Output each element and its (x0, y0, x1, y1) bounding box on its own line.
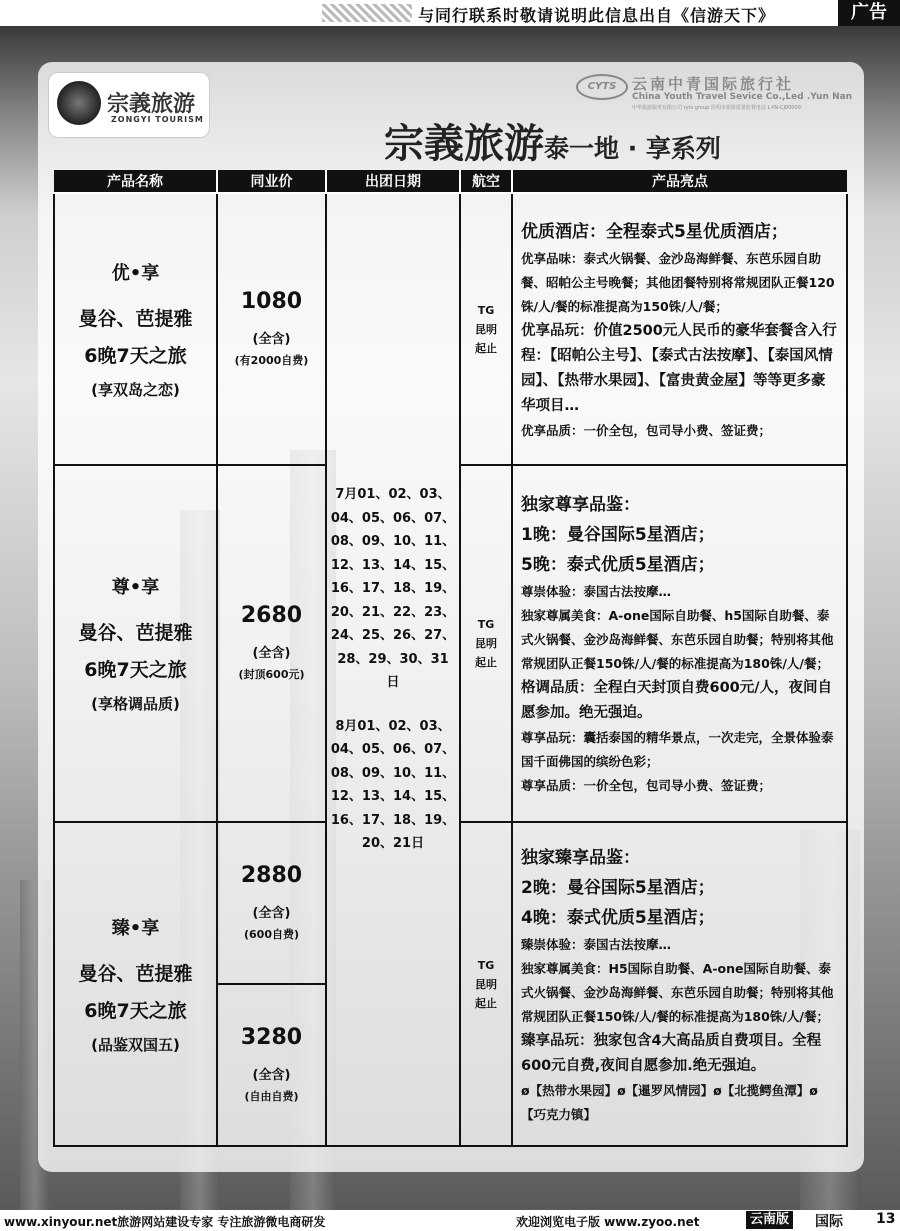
agency-name-cn: 云南中青国际旅行社 (632, 75, 795, 93)
date-line: 04、05、06、07、 (330, 510, 456, 526)
price-value: 1080 (240, 288, 303, 314)
page-number: 13 (876, 1211, 896, 1227)
airline-note: 起止 (475, 341, 497, 355)
company-logo (48, 72, 210, 138)
banner-message: 与同行联系时敬请说明此信息出自《信游天下》 (418, 6, 776, 25)
price-inclusion: (全含) (252, 1067, 291, 1083)
date-line: 20、21日 (361, 836, 425, 852)
airline-code: TG (477, 303, 495, 317)
date-line: 7月01、02、03、 (335, 487, 451, 503)
section-label: 国际 (815, 1214, 843, 1230)
title-series: 泰一地 · 享系列 (544, 134, 721, 163)
page-footer (0, 1210, 900, 1230)
price-note: (有2000自费) (234, 353, 309, 367)
checker-pattern (322, 4, 412, 22)
product-route: 曼谷、芭提雅 (78, 622, 193, 644)
price-inclusion: (全含) (252, 646, 291, 661)
product-subtitle: (享双岛之恋) (91, 380, 180, 399)
product-duration: 6晚7天之旅 (84, 999, 187, 1022)
highlight-line: 独家尊属美食：A-one国际自助餐、h5国际自助餐、泰式火锅餐、金沙岛海鲜餐、东芭乐园自助餐；特别将其他常规团队正餐150铢/人/餐的标准提高为180铢/人/餐； (521, 608, 834, 671)
airline-code: TG (477, 958, 495, 972)
airline-note: 起止 (475, 656, 497, 669)
date-line: 24、25、26、27、 (330, 628, 456, 644)
product-subtitle: (享格调品质) (91, 695, 180, 713)
airline-note: 起止 (475, 996, 497, 1010)
top-banner (0, 0, 900, 26)
title-brand: 宗義旅游 (384, 121, 544, 167)
price-inclusion: (全含) (252, 331, 291, 347)
highlight-line: 1晚：曼谷国际5星酒店； (521, 525, 715, 545)
product-name: 优•享 (111, 262, 160, 284)
price-option (218, 823, 325, 985)
departure-dates-cell (326, 193, 460, 1146)
date-line: 12、13、14、15、 (330, 557, 456, 573)
header-highlights: 产品亮点 (512, 170, 847, 193)
footprint-logo-icon (57, 81, 101, 125)
product-name: 臻•享 (111, 917, 160, 939)
july-dates (327, 483, 459, 695)
agency-emblem-icon: CYTS (576, 74, 628, 100)
highlight-line: ø【热带水果园】ø【暹罗风情园】ø【北揽鳄鱼潭】ø【巧克力镇】 (521, 1082, 818, 1122)
price-note: (自由自费) (244, 1089, 299, 1103)
highlight-line: 尊崇体验：泰国古法按摩… (521, 584, 672, 599)
logo-subtext: ZONGYI TOURISM (111, 115, 204, 124)
footer-left-link[interactable]: www.xinyour.net旅游网站建设专家 专注旅游微电商研发 (4, 1215, 326, 1229)
agency-license: 中华旅游服务有限公司 ryts group 昆明市旅游质量监督电话 L-YN-CJ00000 (632, 105, 801, 111)
highlight-line: 尊享品玩：囊括泰国的精华景点，一次走完，全景体验泰国千面佛国的缤纷色彩； (521, 730, 834, 769)
airline-cell (460, 193, 512, 465)
date-line: 16、17、18、19、 (330, 581, 456, 597)
date-line: 04、05、06、07、 (330, 742, 456, 758)
product-name-cell (54, 822, 217, 1146)
header-product-name: 产品名称 (54, 170, 217, 193)
date-line: 日 (386, 675, 400, 691)
price-option (218, 985, 325, 1145)
airline-city: 昆明 (475, 322, 497, 336)
price-value: 2680 (240, 603, 303, 628)
highlight-line: 独家臻享品鉴： (521, 847, 640, 868)
highlight-line: 优质酒店：全程泰式5星优质酒店； (521, 221, 788, 242)
page-title (384, 112, 721, 169)
highlight-line: 独家尊属美食：H5国际自助餐、A-one国际自助餐、泰式火锅餐、金沙岛海鲜餐、东芭乐园自助餐；特别将其他常规团队正餐150铢/人/餐的标准提高为180铢/人/餐； (521, 960, 834, 1024)
product-name: 尊•享 (111, 577, 160, 598)
price-value: 3280 (240, 1024, 303, 1050)
footer-right-link[interactable]: 欢迎浏览电子版 www.zyoo.net (516, 1215, 700, 1229)
highlight-line: 优享品玩：价值2500元人民币的豪华套餐含入行程：【昭帕公主号】、【泰式古法按摩】、【泰国风情园】、【热带水果园】、【富贵黄金屋】等等更多豪华项目… (521, 322, 837, 414)
highlight-line: 4晚：泰式优质5星酒店； (521, 907, 715, 928)
agency-name-en: China Youth Travel Sevice Co.,Led .Yun Nan (632, 92, 853, 102)
price-note: (600自费) (243, 927, 300, 941)
airline-city: 昆明 (475, 637, 497, 650)
product-route: 曼谷、芭提雅 (78, 307, 193, 330)
date-line: 08、09、10、11、 (330, 765, 456, 781)
date-line: 08、09、10、11、 (330, 534, 456, 550)
header-airline: 航空 (460, 170, 512, 193)
logo-text: 宗義旅游 (107, 92, 196, 117)
product-duration: 6晚7天之旅 (84, 659, 187, 681)
price-cell (217, 822, 326, 1146)
date-line: 28、29、30、31 (337, 651, 449, 667)
airline-cell (460, 465, 512, 822)
date-line: 8月01、02、03、 (335, 718, 451, 734)
edition-tag: 云南版 (746, 1211, 793, 1229)
price-note: (封顶600元) (238, 668, 305, 681)
airline-city: 昆明 (475, 977, 497, 991)
agency-header (576, 74, 856, 114)
highlight-line: 臻崇体验：泰国古法按摩… (521, 936, 672, 952)
product-duration: 6晚7天之旅 (84, 344, 187, 367)
highlight-line: 臻享品玩：独家包含4大高品质自费项目。全程600元自费,夜间自愿参加.绝无强迫。 (521, 1032, 822, 1074)
highlights-cell (512, 465, 847, 822)
price-cell (217, 193, 326, 465)
table-header-row (54, 170, 847, 193)
highlights-cell (512, 822, 847, 1146)
price-cell (217, 465, 326, 822)
price-inclusion: (全含) (252, 905, 291, 921)
highlights-cell (512, 193, 847, 465)
price-value: 2880 (240, 862, 303, 888)
product-name-cell (54, 193, 217, 465)
highlight-line: 优享品味：泰式火锅餐、金沙岛海鲜餐、东芭乐园自助餐、昭帕公主号晚餐；其他团餐特别将常规团队正餐120铢/人/餐的标准提高为150铢/人/餐； (521, 250, 835, 314)
product-subtitle: (品鉴双国五) (91, 1035, 180, 1054)
ad-label: 广告 (838, 0, 900, 26)
date-line: 20、21、22、23、 (330, 604, 456, 620)
highlight-line: 2晚：曼谷国际5星酒店； (521, 877, 715, 898)
header-price: 同业价 (217, 170, 326, 193)
product-name-cell (54, 465, 217, 822)
date-line: 16、17、18、19、 (330, 812, 456, 828)
table-row (54, 193, 847, 465)
highlight-line: 尊享品质：一价全包，包司导小费、签证费； (521, 778, 772, 793)
product-route: 曼谷、芭提雅 (78, 962, 193, 985)
august-dates (327, 715, 459, 856)
product-table (53, 170, 848, 1147)
highlight-line: 优享品质：一价全包，包司导小费、签证费； (521, 422, 772, 438)
date-line: 12、13、14、15、 (330, 789, 456, 805)
highlight-line: 独家尊享品鉴： (521, 495, 640, 515)
airline-code: TG (477, 618, 495, 631)
highlight-line: 5晚：泰式优质5星酒店； (521, 555, 715, 575)
airline-cell (460, 822, 512, 1146)
highlight-line: 格调品质：全程白天封顶自费600元/人，夜间自愿参加。绝无强迫。 (521, 680, 833, 721)
header-dates: 出团日期 (326, 170, 460, 193)
